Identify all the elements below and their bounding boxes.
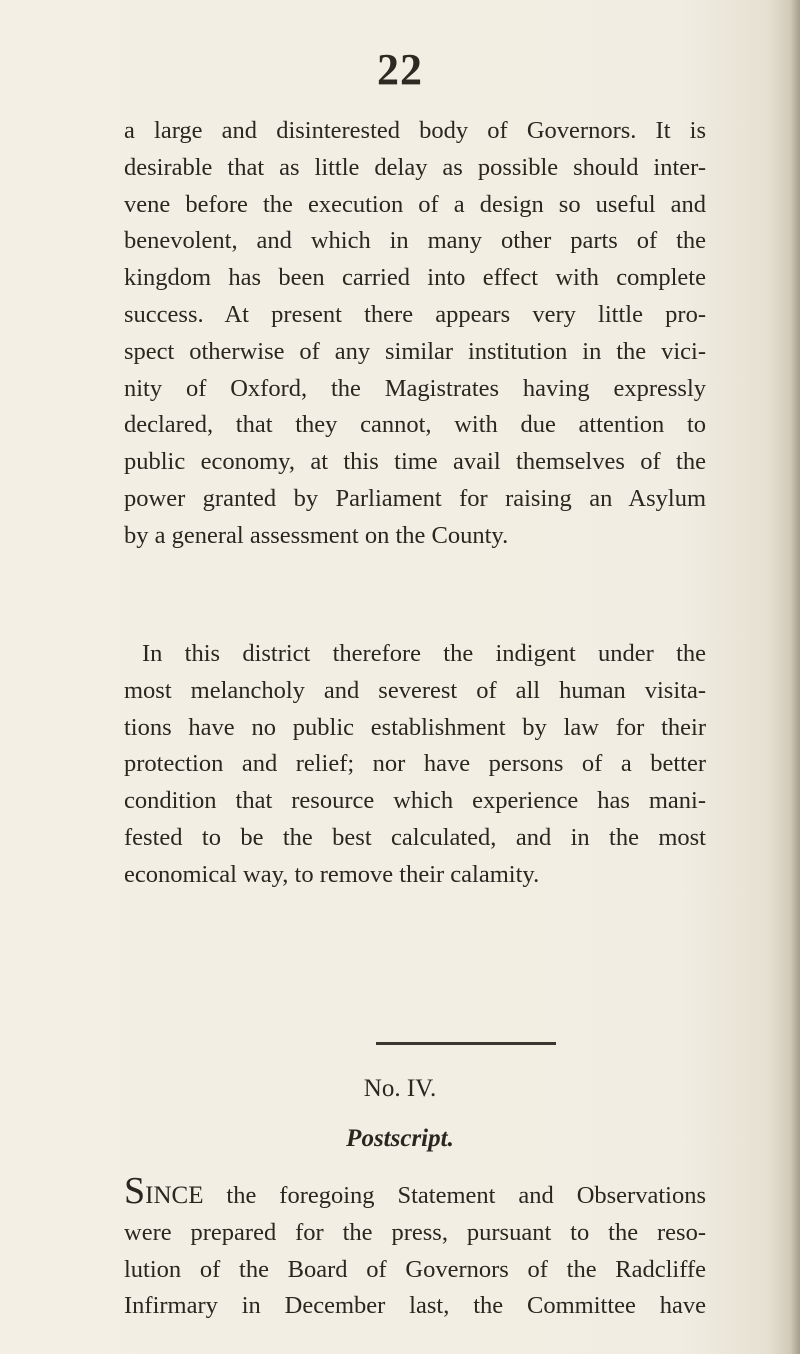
- page-number: 22: [377, 45, 423, 94]
- text-line: declared, that they cannot, with due attention to: [124, 411, 706, 439]
- text-line: vene before the execution of a design so useful and: [124, 190, 706, 218]
- text-line: were prepared for the press, pursuant to the reso-: [124, 1218, 706, 1246]
- drop-cap: S: [124, 1170, 146, 1212]
- text-line: tions have no public establishment by law for their: [124, 713, 706, 741]
- section-heading: No. IV.: [363, 1075, 437, 1102]
- text-line: [124, 1172, 706, 1215]
- small-caps-word: INCE: [145, 1182, 204, 1209]
- text-line: power granted by Parliament for raising an Asylum: [124, 484, 706, 512]
- text-line: economical way, to remove their calamity.: [124, 860, 540, 888]
- text-line: fested to be the best calculated, and in the most: [124, 823, 706, 851]
- text-line: condition that resource which experience has mani-: [124, 787, 706, 815]
- page-edge-shadow: [790, 0, 800, 1354]
- text-line: kingdom has been carried into effect with complete: [124, 264, 706, 292]
- paragraph-3: [124, 1172, 706, 1325]
- text-line: a large and disinterested body of Governors. It is: [124, 117, 706, 144]
- text-line: most melancholy and severest of all human visita-: [124, 676, 706, 704]
- first-line-text: the foregoing Statement and Observations: [203, 1182, 706, 1209]
- section-divider-rule: [376, 1042, 556, 1045]
- text-line: spect otherwise of any similar institution in the vici-: [124, 337, 706, 365]
- text-line: lution of the Board of Governors of the Radcliffe: [124, 1255, 706, 1283]
- paragraph-2: [124, 636, 706, 894]
- section-subheading: Postscript.: [346, 1125, 454, 1152]
- paragraph-1: [124, 113, 706, 555]
- text-line: public economy, at this time avail themselves of the: [124, 448, 706, 476]
- text-line: nity of Oxford, the Magistrates having expressly: [124, 374, 706, 402]
- text-line: desirable that as little delay as possible should inter-: [124, 153, 706, 181]
- text-line: benevolent, and which in many other parts of the: [124, 227, 706, 255]
- text-line: protection and relief; nor have persons of a better: [124, 750, 706, 778]
- text-line: In this district therefore the indigent under the: [142, 640, 706, 667]
- text-line: by a general assessment on the County.: [124, 521, 509, 549]
- text-line: success. At present there appears very little pro-: [124, 300, 706, 328]
- text-line: Infirmary in December last, the Committee have: [124, 1292, 706, 1320]
